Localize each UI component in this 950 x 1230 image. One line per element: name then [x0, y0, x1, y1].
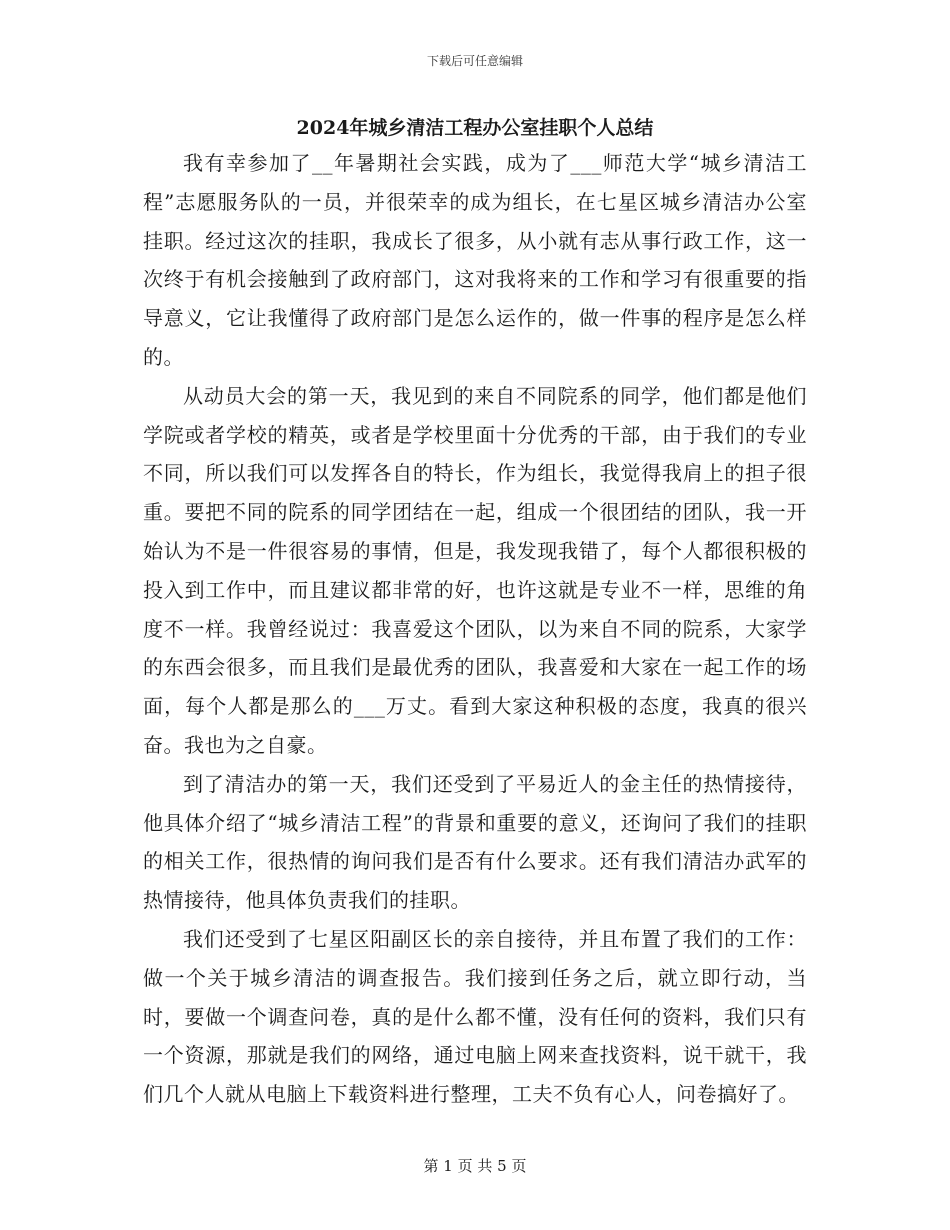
paragraph-4: 我们还受到了七星区阳副区长的亲自接待，并且布置了我们的工作：做一个关于城乡清洁的调查报告。我们接到任务之后，就立即行动，当时，要做一个调查问卷，真的是什么都不懂，没有任何的资料，我们只有一个资源，那就是我们的网络，通过电脑上网来查找资料，说干就干，我们几个人就从电脑上下载资料进行整理，工夫不负有心人，问卷搞好了。	[143, 926, 807, 1107]
page-header-note: 下载后可任意编辑	[426, 54, 523, 68]
paragraph-2: 从动员大会的第一天，我见到的来自不同院系的同学，他们都是他们学院或者学校的精英，或者是学校里面十分优秀的干部，由于我们的专业不同，所以我们可以发挥各自的特长，作为组长，我觉得我肩上的担子很重。要把不同的院系的同学团结在一起，组成一个很团结的团队，我一开始认为不是一件很容易的事情，但是，我发现我错了，每个人都很积极的投入到工作中，而且建议都非常的好，也许这就是专业不一样，思维的角度不一样。我曾经说过：我喜爱这个团队，以为来自不同的院系，大家学的东西会很多，而且我们是最优秀的团队，我喜爱和大家在一起工作的场面，每个人都是那么的___万丈。看到大家这种积极的态度，我真的很兴奋。我也为之自豪。	[143, 383, 807, 757]
document-body	[143, 144, 807, 1114]
document-title: 2024年城乡清洁工程办公室挂职个人总结	[296, 117, 654, 139]
paragraph-1: 我有幸参加了__年暑期社会实践，成为了___师范大学“城乡清洁工程”志愿服务队的一员，并很荣幸的成为组长，在七星区城乡清洁办公室挂职。经过这次的挂职，我成长了很多，从小就有志从事行政工作，这一次终于有机会接触到了政府部门，这对我将来的工作和学习有很重要的指导意义，它让我懂得了政府部门是怎么运作的，做一件事的程序是怎么样的。	[143, 151, 807, 369]
page-number: 第 1 页 共 5 页	[423, 1157, 527, 1175]
paragraph-3: 到了清洁办的第一天，我们还受到了平易近人的金主任的热情接待，他具体介绍了“城乡清洁工程”的背景和重要的意义，还询问了我们的挂职的相关工作，很热情的询问我们是否有什么要求。还有我们清洁办武军的热情接待，他具体负责我们的挂职。	[143, 771, 807, 913]
